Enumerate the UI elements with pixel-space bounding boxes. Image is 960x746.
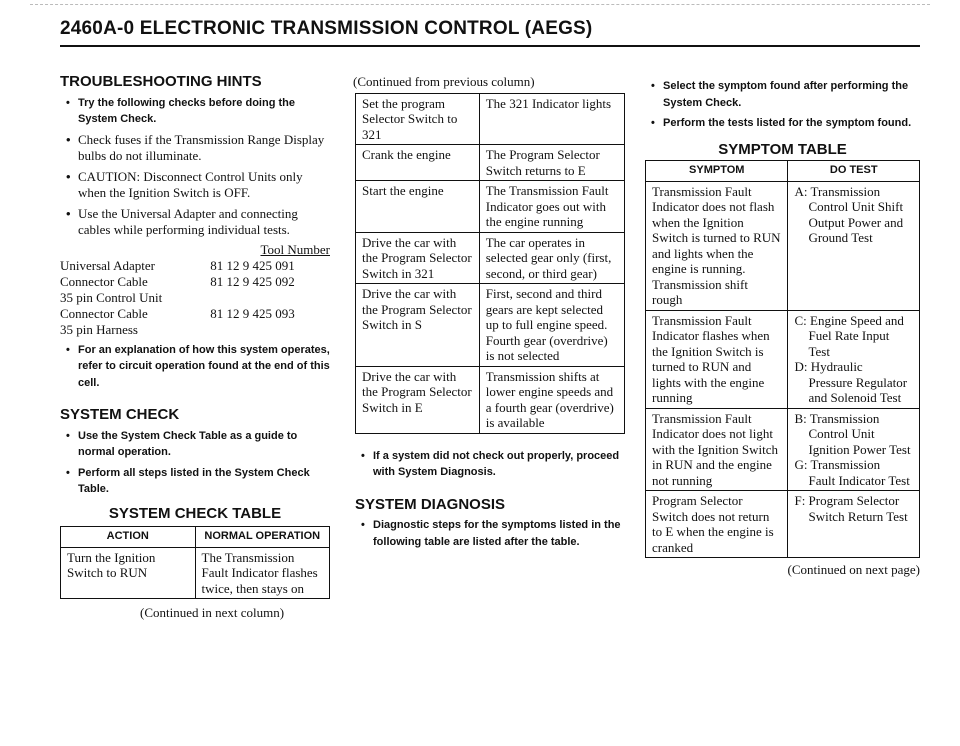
troubleshooting-list <box>60 95 330 239</box>
table-row: Drive the car with the Program Selector Switch in E Transmission shifts at lower engine speeds and a fourth gear (overdrive) is available <box>356 366 625 433</box>
system-check-table-continued <box>355 93 625 434</box>
table-row: Transmission Fault Indicator does not flash when the Ignition Switch is turned to RUN and lights when the engine is running. Transmission shift rough A: Transmission Control Unit Shift Output Power and Ground Test <box>646 181 920 310</box>
page-header <box>60 18 920 50</box>
tool-table <box>60 242 330 338</box>
explanation-list <box>60 342 330 392</box>
column-header-do-test: DO TEST <box>788 161 920 182</box>
list-item: • Perform all steps listed in the System Check Table. <box>60 465 330 498</box>
table-row: Start the engine The Transmission Fault Indicator goes out with the engine running <box>356 181 625 233</box>
system-check-table-title: SYSTEM CHECK TABLE <box>108 504 282 522</box>
system-diagnosis-heading: SYSTEM DIAGNOSIS <box>355 495 506 513</box>
table-row: Drive the car with the Program Selector Switch in S First, second and third gears are kept selected up to full engine speed. Fourth gear (overdrive) is not selected <box>356 284 625 367</box>
scan-edge-line <box>30 4 930 5</box>
system-check-list <box>60 428 330 498</box>
symptom-intro-list <box>645 78 920 132</box>
list-item: • Select the symptom found after performing the System Check. <box>645 78 920 111</box>
header-rule <box>60 45 920 47</box>
proceed-note-list <box>355 448 625 481</box>
table-row: 35 pin Harness <box>60 321 138 337</box>
table-row: Set the program Selector Switch to 321 The 321 Indicator lights <box>356 93 625 145</box>
system-check-table <box>60 526 330 599</box>
table-row: Transmission Fault Indicator does not light with the Ignition Switch in RUN and the engine not running B: Transmission Control Unit Ignition Power Test G: Transmission Fault Indicator Test <box>646 408 920 491</box>
table-row: Transmission Fault Indicator flashes when the Ignition Switch is turned to RUN and lights with the engine running C: Engine Speed and Fuel Rate Input Test D: Hydraulic Pressure Regulator and Solenoid Test <box>646 310 920 408</box>
tool-number-header: Tool Number <box>260 241 330 257</box>
continued-from-note: (Continued from previous column) <box>353 74 535 89</box>
symptom-table <box>645 160 920 558</box>
continued-next-page: (Continued on next page) <box>787 562 920 577</box>
list-item: • Check fuses if the Transmission Range Display bulbs do not illuminate. <box>60 132 330 165</box>
table-row: Program Selector Switch does not return to E when the engine is cranked F: Program Selector Switch Return Test <box>646 491 920 558</box>
table-row: Drive the car with the Program Selector Switch in 321 The car operates in selected gear only (first, second, or third gear) <box>356 232 625 284</box>
list-item: • For an explanation of how this system operates, refer to circuit operation found at the end of this cell. <box>60 342 330 392</box>
table-row: Connector Cable 81 12 9 425 093 <box>60 305 295 321</box>
system-check-heading: SYSTEM CHECK <box>60 406 180 423</box>
list-item: • Use the Universal Adapter and connecting cables while performing individual tests. <box>60 206 330 239</box>
list-item: • If a system did not check out properly, proceed with System Diagnosis. <box>355 448 625 481</box>
list-item: • CAUTION: Disconnect Control Units only when the Ignition Switch is OFF. <box>60 169 330 202</box>
symptom-table-title: SYMPTOM TABLE <box>718 140 847 158</box>
list-item: • Diagnostic steps for the symptoms listed in the following table are listed after the table. <box>355 517 625 550</box>
page-title: 2460A-0 ELECTRONIC TRANSMISSION CONTROL (AEGS) <box>60 18 593 39</box>
table-header-row <box>646 161 920 182</box>
table-row: Crank the engine The Program Selector Switch returns to E <box>356 145 625 181</box>
list-item: • Try the following checks before doing the System Check. <box>60 95 330 128</box>
column-header-symptom: SYMPTOM <box>646 161 788 182</box>
list-item: • Use the System Check Table as a guide to normal operation. <box>60 428 330 461</box>
system-diagnosis-list <box>355 517 625 550</box>
table-row: Connector Cable 81 12 9 425 092 <box>60 273 295 289</box>
column-header-normal: NORMAL OPERATION <box>195 527 330 548</box>
continued-note: (Continued in next column) <box>140 605 285 620</box>
table-header-row <box>61 527 330 548</box>
column-middle <box>355 74 625 553</box>
table-row: Turn the Ignition Switch to RUN The Transmission Fault Indicator flashes twice, then stays on <box>61 547 330 599</box>
table-row: 35 pin Control Unit <box>60 289 163 305</box>
list-item: • Perform the tests listed for the symptom found. <box>645 115 920 132</box>
table-row: Universal Adapter 81 12 9 425 091 <box>60 257 295 273</box>
troubleshooting-heading: TROUBLESHOOTING HINTS <box>60 73 262 90</box>
column-left <box>60 74 330 622</box>
column-header-action: ACTION <box>61 527 196 548</box>
column-right <box>645 74 920 579</box>
